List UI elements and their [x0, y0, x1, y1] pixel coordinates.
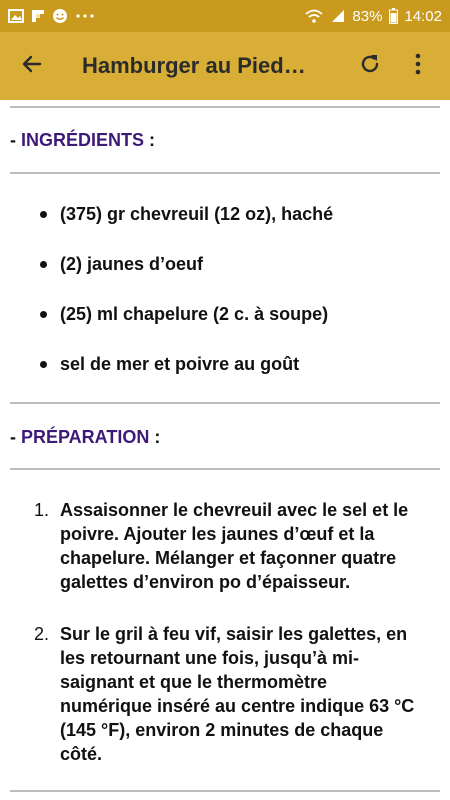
preparation-heading	[10, 427, 160, 448]
refresh-icon	[358, 52, 382, 81]
ingredient-item: (375) gr chevreuil (12 oz), haché	[40, 202, 430, 226]
step-line: saignant et que le thermomètre	[60, 672, 328, 692]
status-bar	[0, 0, 450, 32]
ingredients-list	[40, 202, 430, 402]
step-line: poivre. Ajouter les jaunes d’œuf et la	[60, 524, 375, 544]
step-line: galettes d’environ po d’épaisseur.	[60, 572, 351, 592]
ingredients-heading-prefix: -	[10, 130, 21, 150]
preparation-heading-suffix: :	[149, 427, 161, 447]
ingredient-item: (25) ml chapelure (2 c. à soupe)	[40, 302, 430, 326]
status-left	[8, 8, 96, 24]
divider	[10, 790, 440, 792]
step-number: 2.	[34, 624, 50, 644]
app-bar	[0, 32, 450, 100]
signal-icon	[330, 8, 346, 24]
ingredient-item: (2) jaunes d’oeuf	[40, 252, 430, 276]
flipboard-icon	[30, 8, 46, 24]
ingredients-heading	[10, 130, 155, 151]
preparation-steps	[34, 498, 434, 766]
refresh-button[interactable]	[346, 42, 394, 90]
battery-percent: 83%	[352, 7, 383, 25]
preparation-step	[34, 622, 434, 766]
more-dots-icon	[74, 8, 96, 24]
ingredients-heading-title: INGRÉDIENTS	[21, 130, 145, 150]
step-line: numérique inséré au centre indique 63 °C	[60, 696, 415, 716]
arrow-back-icon	[20, 52, 44, 81]
wifi-icon	[304, 8, 324, 24]
status-right	[304, 8, 442, 25]
more-vert-icon	[415, 53, 421, 80]
divider	[10, 402, 440, 404]
divider	[10, 106, 440, 108]
step-line: Assaisonner le chevreuil avec le sel et le	[60, 500, 409, 520]
page-title: Hamburger au Pied…	[82, 53, 306, 78]
preparation-heading-prefix: -	[10, 427, 21, 447]
more-options-button[interactable]	[394, 42, 442, 90]
step-line: chapelure. Mélanger et façonner quatre	[60, 548, 397, 568]
battery-icon	[388, 8, 398, 24]
divider	[10, 468, 440, 470]
divider	[10, 172, 440, 174]
step-line: côté.	[60, 744, 103, 764]
step-line: Sur le gril à feu vif, saisir les galettes, en	[60, 624, 408, 644]
step-number: 1.	[34, 500, 50, 520]
smiley-icon	[52, 8, 68, 24]
preparation-heading-title: PRÉPARATION	[21, 427, 150, 447]
status-time: 14:02	[404, 7, 442, 25]
step-line: (145 °F), environ 2 minutes de chaque	[60, 720, 384, 740]
gallery-icon	[8, 8, 24, 24]
preparation-step	[34, 498, 434, 594]
ingredient-item: sel de mer et poivre au goût	[40, 352, 430, 376]
back-button[interactable]	[8, 42, 56, 90]
recipe-content[interactable]	[0, 100, 450, 800]
ingredients-heading-suffix: :	[144, 130, 156, 150]
step-line: les retournant une fois, jusqu’à mi-	[60, 648, 360, 668]
